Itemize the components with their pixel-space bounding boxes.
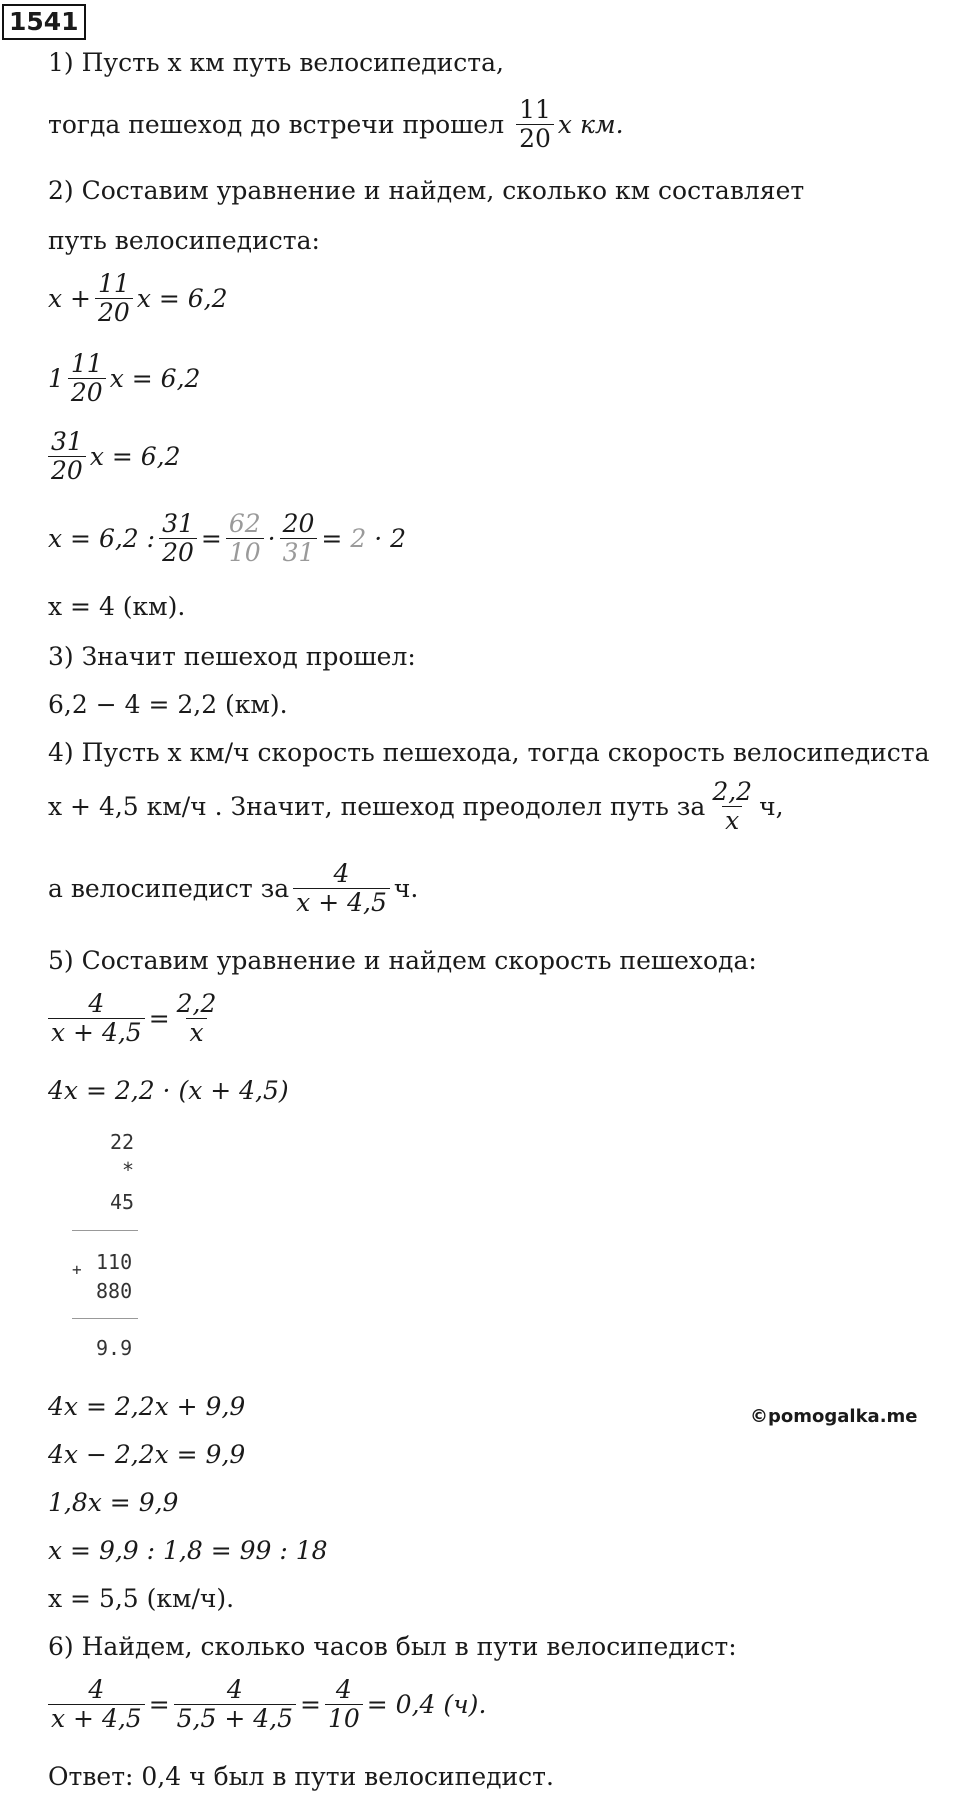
equation-1: x + $\frac{11}{20}$ x = 6,2 [48, 269, 228, 327]
equation-13: x = 5,5 (км/ч). [48, 1584, 235, 1613]
column-rule-1 [72, 1230, 138, 1231]
step4-line2: x + 4,5 км/ч . Значит, пешеход преодолел путь за $\frac{2,2}{x}$ ч, [48, 777, 784, 835]
step1-line: 1) Пусть x км путь велосипедиста, [48, 48, 504, 77]
equation-6: 6,2 − 4 = 2,2 (км). [48, 690, 288, 719]
equation-4: x = 6,2 : $\frac{31}{20}$ = $\frac{62}{10}$ · $\frac{20}{31}$ = 2 · 2 [48, 509, 407, 567]
equation-3: $\frac{31}{20}$ x = 6,2 [48, 428, 181, 484]
equation-8: 4x = 2,2 · (x + 4,5) [48, 1076, 289, 1105]
column-multiplier: 45 [110, 1190, 135, 1214]
step4-line: 4) Пусть x км/ч скорость пешехода, тогда скорость велосипедиста [48, 738, 930, 767]
problem-number: 1541 [2, 4, 86, 40]
step2-line: 2) Составим уравнение и найдем, сколько км составляет [48, 176, 805, 205]
equation-2: 1 $\frac{11}{20}$ x = 6,2 [48, 349, 201, 407]
column-partial-1: 110 [96, 1250, 133, 1274]
answer-line: Ответ: 0,4 ч был в пути велосипедист. [48, 1762, 554, 1791]
watermark: ©pomogalka.me [750, 1406, 918, 1427]
column-result: 9.9 [96, 1336, 133, 1360]
equation-14: $\frac{4}{x + 4,5}$ = $\frac{4}{5,5 + 4,5}$ = $\frac{4}{10}$ = 0,4 (ч). [48, 1676, 486, 1732]
step4-line3: а велосипедист за $\frac{4}{x + 4,5}$ ч. [48, 859, 419, 917]
column-partial-2: 880 [96, 1279, 133, 1303]
step1-line2: тогда пешеход до встречи прошел $\frac{11}{20}$ x км. [48, 95, 624, 153]
equation-5: x = 4 (км). [48, 592, 186, 621]
equation-7: $\frac{4}{x + 4,5}$ = $\frac{2,2}{x}$ [48, 990, 223, 1046]
step2-line2: путь велосипедиста: [48, 226, 320, 255]
equation-10: 4x − 2,2x = 9,9 [48, 1440, 246, 1469]
equation-12: x = 9,9 : 1,8 = 99 : 18 [48, 1536, 328, 1565]
step3-line: 3) Значит пешеход прошел: [48, 642, 416, 671]
step5-line: 5) Составим уравнение и найдем скорость пешехода: [48, 946, 757, 975]
equation-9: 4x = 2,2x + 9,9 [48, 1392, 246, 1421]
column-plus: + [72, 1260, 82, 1279]
equation-11: 1,8x = 9,9 [48, 1488, 179, 1517]
fraction: $\frac{11}{20}$ [516, 96, 554, 152]
step6-line: 6) Найдем, сколько часов был в пути велосипедист: [48, 1632, 737, 1661]
column-rule-2 [72, 1318, 138, 1319]
column-operator: * [122, 1158, 135, 1182]
column-multiplicand: 22 [110, 1130, 135, 1154]
